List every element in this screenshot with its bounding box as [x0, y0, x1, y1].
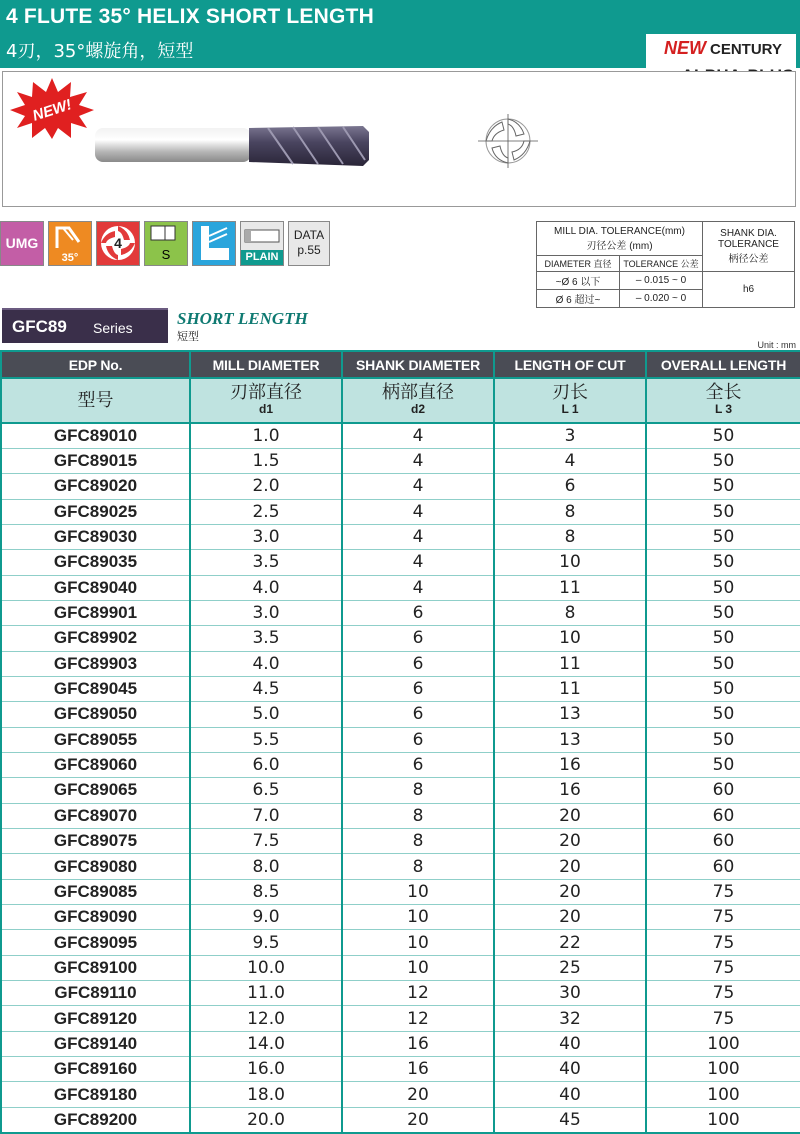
oal-cell: 50: [646, 550, 800, 575]
loc-cell: 10: [494, 626, 646, 651]
short-length-subtitle: 短型: [177, 331, 199, 343]
table-row: [1, 727, 800, 752]
table-row: [1, 676, 800, 701]
oal-cell: 60: [646, 803, 800, 828]
table-row: [1, 1057, 800, 1082]
shank-dia-cell: 6: [342, 702, 494, 727]
shank-dia-cell: 4: [342, 499, 494, 524]
oal-cell: 50: [646, 651, 800, 676]
oal-cell: 50: [646, 600, 800, 625]
mill-dia-cell: 7.5: [190, 829, 342, 854]
col-tolerance-header: TOLERANCE 公差: [620, 256, 703, 272]
table-row: [1, 575, 800, 600]
oal-cell: 75: [646, 1006, 800, 1031]
shank-dia-cell: 4: [342, 474, 494, 499]
col-header-oal: OVERALL LENGTH: [646, 351, 800, 378]
product-image-box: [2, 71, 796, 207]
loc-cell: 20: [494, 879, 646, 904]
umg-badge: UMG: [0, 221, 44, 266]
shank-dia-cell: 10: [342, 879, 494, 904]
shank-dia-cell: 4: [342, 550, 494, 575]
oal-cell: 50: [646, 499, 800, 524]
data-label: DATA: [293, 228, 325, 242]
mill-tolerance-header: MILL DIA. TOLERANCE(mm) 刃径公差 (mm): [537, 222, 703, 256]
shank-dia-cell: 12: [342, 1006, 494, 1031]
edp-cell: GFC89085: [1, 879, 190, 904]
edp-cell: GFC89035: [1, 550, 190, 575]
shank-dia-cell: 6: [342, 651, 494, 676]
table-body: [1, 423, 800, 1133]
mill-dia-cell: 3.0: [190, 524, 342, 549]
table-row: [1, 955, 800, 980]
mill-dia-cell: 11.0: [190, 981, 342, 1006]
brand-century-text: CENTURY: [710, 41, 782, 58]
shank-dia-cell: 8: [342, 778, 494, 803]
col-subheader-shank-dia: 柄部直径 d2: [342, 378, 494, 423]
edp-cell: GFC89060: [1, 752, 190, 777]
oal-cell: 50: [646, 474, 800, 499]
loc-cell: 16: [494, 752, 646, 777]
cross-section-icon: [468, 112, 548, 170]
table-row: [1, 778, 800, 803]
page-subtitle: 4刃，35°螺旋角，短型: [6, 41, 194, 62]
mill-dia-cell: 5.0: [190, 702, 342, 727]
edp-cell: GFC89075: [1, 829, 190, 854]
shank-dia-cell: 6: [342, 626, 494, 651]
edp-cell: GFC89080: [1, 854, 190, 879]
mill-dia-cell: 9.0: [190, 905, 342, 930]
plain-label: PLAIN: [241, 250, 283, 265]
edp-cell: GFC89025: [1, 499, 190, 524]
page-title: 4 FLUTE 35° HELIX SHORT LENGTH: [6, 5, 374, 28]
loc-cell: 45: [494, 1107, 646, 1132]
shank-dia-cell: 10: [342, 905, 494, 930]
table-row: [1, 752, 800, 777]
mill-dia-cell: 8.0: [190, 854, 342, 879]
shank-tolerance-header: SHANK DIA. TOLERANCE 柄径公差: [703, 222, 795, 272]
edp-cell: GFC89040: [1, 575, 190, 600]
edp-cell: GFC89902: [1, 626, 190, 651]
table-row: [1, 905, 800, 930]
mill-dia-cell: 6.5: [190, 778, 342, 803]
loc-cell: 13: [494, 702, 646, 727]
data-page-label: p.55: [297, 243, 321, 257]
tol-row2-tol: – 0.020 ~ 0: [620, 290, 703, 308]
table-row: [1, 930, 800, 955]
loc-cell: 20: [494, 905, 646, 930]
tol-row1-tol: – 0.015 ~ 0: [620, 272, 703, 290]
edp-cell: GFC89090: [1, 905, 190, 930]
short-length-title: SHORT LENGTH: [177, 309, 308, 328]
loc-cell: 40: [494, 1031, 646, 1056]
shank-dia-cell: 16: [342, 1057, 494, 1082]
edp-cell: GFC89903: [1, 651, 190, 676]
shank-dia-cell: 16: [342, 1031, 494, 1056]
oal-cell: 60: [646, 829, 800, 854]
shank-dia-cell: 8: [342, 854, 494, 879]
edp-cell: GFC89050: [1, 702, 190, 727]
new-burst-text: NEW!: [30, 96, 74, 125]
mill-dia-cell: 5.5: [190, 727, 342, 752]
table-row: [1, 524, 800, 549]
oal-cell: 50: [646, 423, 800, 448]
mill-dia-cell: 4.0: [190, 651, 342, 676]
mill-dia-cell: 18.0: [190, 1082, 342, 1107]
table-header-row: [1, 351, 800, 378]
series-word: Series: [93, 320, 133, 336]
series-label: [2, 308, 168, 343]
edp-cell: GFC89030: [1, 524, 190, 549]
table-row: [1, 550, 800, 575]
series-code: GFC89: [12, 317, 67, 336]
table-row: [1, 651, 800, 676]
shank-dia-cell: 4: [342, 448, 494, 473]
shank-dia-cell: 6: [342, 727, 494, 752]
loc-cell: 11: [494, 575, 646, 600]
brand-new-text: NEW: [664, 38, 706, 58]
oal-cell: 60: [646, 778, 800, 803]
table-row: [1, 854, 800, 879]
tol-row1-dia: ~Ø 6 以下: [537, 272, 620, 290]
edp-cell: GFC89020: [1, 474, 190, 499]
loc-cell: 13: [494, 727, 646, 752]
mill-dia-cell: 4.0: [190, 575, 342, 600]
oal-cell: 75: [646, 879, 800, 904]
helix-angle-icon: [48, 221, 92, 266]
loc-cell: 30: [494, 981, 646, 1006]
table-subheader-row: [1, 378, 800, 423]
shank-dia-cell: 12: [342, 981, 494, 1006]
loc-cell: 20: [494, 829, 646, 854]
shank-dia-cell: 10: [342, 955, 494, 980]
endmill-image: [93, 124, 373, 168]
flute-count-icon: [96, 221, 140, 266]
mill-dia-cell: 14.0: [190, 1031, 342, 1056]
oal-cell: 100: [646, 1057, 800, 1082]
mill-dia-cell: 12.0: [190, 1006, 342, 1031]
edp-cell: GFC89120: [1, 1006, 190, 1031]
loc-cell: 4: [494, 448, 646, 473]
loc-cell: 8: [494, 524, 646, 549]
loc-cell: 6: [494, 474, 646, 499]
table-row: [1, 702, 800, 727]
oal-cell: 50: [646, 448, 800, 473]
table-row: [1, 803, 800, 828]
shank-dia-cell: 8: [342, 803, 494, 828]
mill-dia-cell: 9.5: [190, 930, 342, 955]
shank-dia-cell: 10: [342, 930, 494, 955]
col-subheader-loc: 刃长 L 1: [494, 378, 646, 423]
edge-type-icon: [192, 221, 236, 266]
mill-dia-cell: 2.0: [190, 474, 342, 499]
col-header-edp: EDP No.: [1, 351, 190, 378]
loc-cell: 10: [494, 550, 646, 575]
shank-dia-cell: 4: [342, 524, 494, 549]
table-row: [1, 1006, 800, 1031]
mill-dia-cell: 6.0: [190, 752, 342, 777]
col-header-loc: LENGTH OF CUT: [494, 351, 646, 378]
data-page-link[interactable]: [288, 221, 330, 266]
oal-cell: 60: [646, 854, 800, 879]
table-row: [1, 981, 800, 1006]
mill-dia-cell: 7.0: [190, 803, 342, 828]
oal-cell: 75: [646, 955, 800, 980]
edp-cell: GFC89901: [1, 600, 190, 625]
table-row: [1, 474, 800, 499]
edp-cell: GFC89065: [1, 778, 190, 803]
plain-shank-icon: [240, 221, 284, 266]
mill-dia-cell: 1.0: [190, 423, 342, 448]
edp-cell: GFC89045: [1, 676, 190, 701]
oal-cell: 100: [646, 1107, 800, 1132]
table-row: [1, 600, 800, 625]
loc-cell: 11: [494, 651, 646, 676]
loc-cell: 40: [494, 1057, 646, 1082]
oal-cell: 50: [646, 626, 800, 651]
col-subheader-edp: 型号: [1, 378, 190, 423]
shank-dia-cell: 20: [342, 1107, 494, 1132]
edp-cell: GFC89055: [1, 727, 190, 752]
mill-dia-cell: 3.5: [190, 550, 342, 575]
new-burst-icon: [9, 76, 95, 140]
edp-cell: GFC89015: [1, 448, 190, 473]
mill-dia-cell: 3.5: [190, 626, 342, 651]
col-header-shank-dia: SHANK DIAMETER: [342, 351, 494, 378]
col-diameter-header: DIAMETER 直径: [537, 256, 620, 272]
table-row: [1, 829, 800, 854]
shank-dia-cell: 8: [342, 829, 494, 854]
edp-cell: GFC89160: [1, 1057, 190, 1082]
col-header-mill-dia: MILL DIAMETER: [190, 351, 342, 378]
loc-cell: 8: [494, 499, 646, 524]
mill-dia-cell: 20.0: [190, 1107, 342, 1132]
shank-type-icon: [144, 221, 188, 266]
edp-cell: GFC89100: [1, 955, 190, 980]
table-row: [1, 448, 800, 473]
col-subheader-mill-dia: 刃部直径 d1: [190, 378, 342, 423]
loc-cell: 8: [494, 600, 646, 625]
oal-cell: 50: [646, 524, 800, 549]
loc-cell: 40: [494, 1082, 646, 1107]
table-row: [1, 499, 800, 524]
edp-cell: GFC89070: [1, 803, 190, 828]
mill-dia-cell: 8.5: [190, 879, 342, 904]
oal-cell: 75: [646, 930, 800, 955]
oal-cell: 75: [646, 905, 800, 930]
unit-label: Unit : mm: [757, 340, 796, 350]
table-row: [1, 879, 800, 904]
mill-dia-cell: 3.0: [190, 600, 342, 625]
edp-cell: GFC89180: [1, 1082, 190, 1107]
mill-dia-cell: 4.5: [190, 676, 342, 701]
loc-cell: 20: [494, 854, 646, 879]
table-row: [1, 626, 800, 651]
mill-dia-cell: 10.0: [190, 955, 342, 980]
shank-type-label: S: [161, 247, 171, 262]
oal-cell: 50: [646, 752, 800, 777]
table-row: [1, 423, 800, 448]
tol-row2-dia: Ø 6 超过~: [537, 290, 620, 308]
loc-cell: 11: [494, 676, 646, 701]
oal-cell: 100: [646, 1082, 800, 1107]
loc-cell: 25: [494, 955, 646, 980]
edp-cell: GFC89200: [1, 1107, 190, 1132]
shank-dia-cell: 4: [342, 423, 494, 448]
mill-dia-cell: 2.5: [190, 499, 342, 524]
edp-cell: GFC89095: [1, 930, 190, 955]
shank-tolerance-value: h6: [703, 272, 795, 308]
mill-dia-cell: 1.5: [190, 448, 342, 473]
col-subheader-oal: 全长 L 3: [646, 378, 800, 423]
loc-cell: 32: [494, 1006, 646, 1031]
table-row: [1, 1031, 800, 1056]
tolerance-table: [536, 221, 795, 308]
flute-count-text: 4: [114, 235, 122, 251]
oal-cell: 50: [646, 702, 800, 727]
shank-dia-cell: 6: [342, 676, 494, 701]
shank-dia-cell: 6: [342, 752, 494, 777]
product-table: [0, 350, 800, 1134]
loc-cell: 3: [494, 423, 646, 448]
helix-angle-label: 35°: [61, 252, 79, 264]
oal-cell: 50: [646, 575, 800, 600]
edp-cell: GFC89010: [1, 423, 190, 448]
loc-cell: 22: [494, 930, 646, 955]
loc-cell: 16: [494, 778, 646, 803]
edp-cell: GFC89110: [1, 981, 190, 1006]
table-row: [1, 1082, 800, 1107]
oal-cell: 50: [646, 676, 800, 701]
edp-cell: GFC89140: [1, 1031, 190, 1056]
loc-cell: 20: [494, 803, 646, 828]
table-row: [1, 1107, 800, 1132]
shank-dia-cell: 4: [342, 575, 494, 600]
oal-cell: 50: [646, 727, 800, 752]
oal-cell: 100: [646, 1031, 800, 1056]
shank-dia-cell: 6: [342, 600, 494, 625]
mill-dia-cell: 16.0: [190, 1057, 342, 1082]
shank-dia-cell: 20: [342, 1082, 494, 1107]
oal-cell: 75: [646, 981, 800, 1006]
